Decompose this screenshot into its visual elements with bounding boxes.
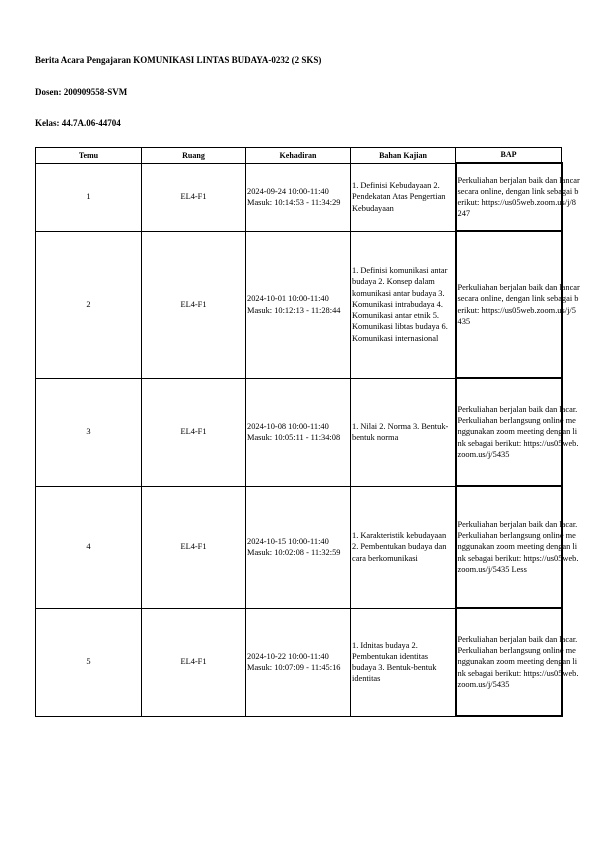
bap-cell	[456, 378, 579, 486]
bap-cell	[456, 486, 579, 608]
column-header-kehadiran: Kehadiran	[246, 148, 351, 164]
bahan-kajian-cell: 1. Nilai 2. Norma 3. Bentuk-bentuk norma	[351, 378, 456, 486]
bap-text: Perkuliahan berjalan baik dan lacar. Perkuliahan berlangsung online menggunakan zoom meeting dengan link sebagai berikut: https://us05web.zoom.us/j/5435 Less	[457, 519, 579, 574]
column-header-ruang: Ruang	[142, 148, 246, 164]
bap-cell	[456, 608, 579, 716]
kehadiran-cell: 2024-10-01 10:00-11:40 Masuk: 10:12:13 - 11:28:44	[246, 231, 351, 378]
temu-cell: 2	[36, 231, 142, 378]
column-header-bap: BAP	[456, 148, 562, 164]
bahan-kajian-cell: 1. Idnitas budaya 2. Pembentukan identitas budaya 3. Bentuk-bentuk identitas	[351, 608, 456, 716]
bahan-kajian-cell: 1. Definisi komunikasi antar budaya 2. Konsep dalam komunikasi antar budaya 3. Komunikasi intrabudaya 4. Komunikasi antar etnik 5. Komunikasi libtas budaya 6. Komunikasi internasional	[351, 231, 456, 378]
kehadiran-cell: 2024-10-15 10:00-11:40 Masuk: 10:02:08 - 11:32:59	[246, 486, 351, 608]
bahan-kajian-cell: 1. Karakteristik kebudayaan 2. Pembentukan budaya dan cara berkomunikasi	[351, 486, 456, 608]
column-header-bahan-kajian: Bahan Kajian	[351, 148, 456, 164]
kehadiran-cell: 2024-10-08 10:00-11:40 Masuk: 10:05:11 - 11:34:08	[246, 378, 351, 486]
table-row	[36, 608, 562, 716]
ruang-cell: EL4-F1	[142, 608, 246, 716]
bap-text: Perkuliahan berjalan baik dan lacar. Perkuliahan berlangsung online menggunakan zoom meeting dengan link sebagai berikut: https://us05web.zoom.us/j/5435	[457, 404, 579, 459]
bap-text: Perkuliahan berjalan baik dan lancar secara online, dengan link sebagai berikut: https://us05web.zoom.us/j/5435	[457, 283, 580, 326]
table-row	[36, 231, 562, 378]
column-header-temu: Temu	[36, 148, 142, 164]
bap-cell	[456, 163, 580, 231]
bahan-kajian-cell: 1. Definisi Kebudayaan 2. Pendekatan Atas Pengertian Kebudayaan	[351, 163, 456, 231]
kehadiran-cell: 2024-09-24 10:00-11:40 Masuk: 10:14:53 - 11:34:29	[246, 163, 351, 231]
table-row	[36, 163, 562, 231]
ruang-cell: EL4-F1	[142, 231, 246, 378]
table-row	[36, 378, 562, 486]
bap-text: Perkuliahan berjalan baik dan lacar. Perkuliahan berlangsung online menggunakan zoom meeting dengan link sebagai berikut: https://us05web.zoom.us/j/5435	[457, 634, 579, 689]
temu-cell: 5	[36, 608, 142, 716]
bap-text: Perkuliahan berjalan baik dan lancar secara online, dengan link sebagai berikut: https://us05web.zoom.us/j/8247	[457, 175, 580, 219]
bap-cell	[456, 231, 580, 378]
temu-cell: 4	[36, 486, 142, 608]
lecturer-line: Dosen: 200909558-SVM	[35, 87, 128, 97]
teaching-report-table	[35, 147, 580, 717]
ruang-cell: EL4-F1	[142, 378, 246, 486]
ruang-cell: EL4-F1	[142, 163, 246, 231]
class-line: Kelas: 44.7A.06-44704	[35, 118, 121, 128]
temu-cell: 1	[36, 163, 142, 231]
ruang-cell: EL4-F1	[142, 486, 246, 608]
table-header-row	[36, 148, 562, 164]
document-title: Berita Acara Pengajaran KOMUNIKASI LINTAS BUDAYA-0232 (2 SKS)	[35, 55, 322, 65]
temu-cell: 3	[36, 378, 142, 486]
table-row	[36, 486, 562, 608]
kehadiran-cell: 2024-10-22 10:00-11:40 Masuk: 10:07:09 - 11:45:16	[246, 608, 351, 716]
